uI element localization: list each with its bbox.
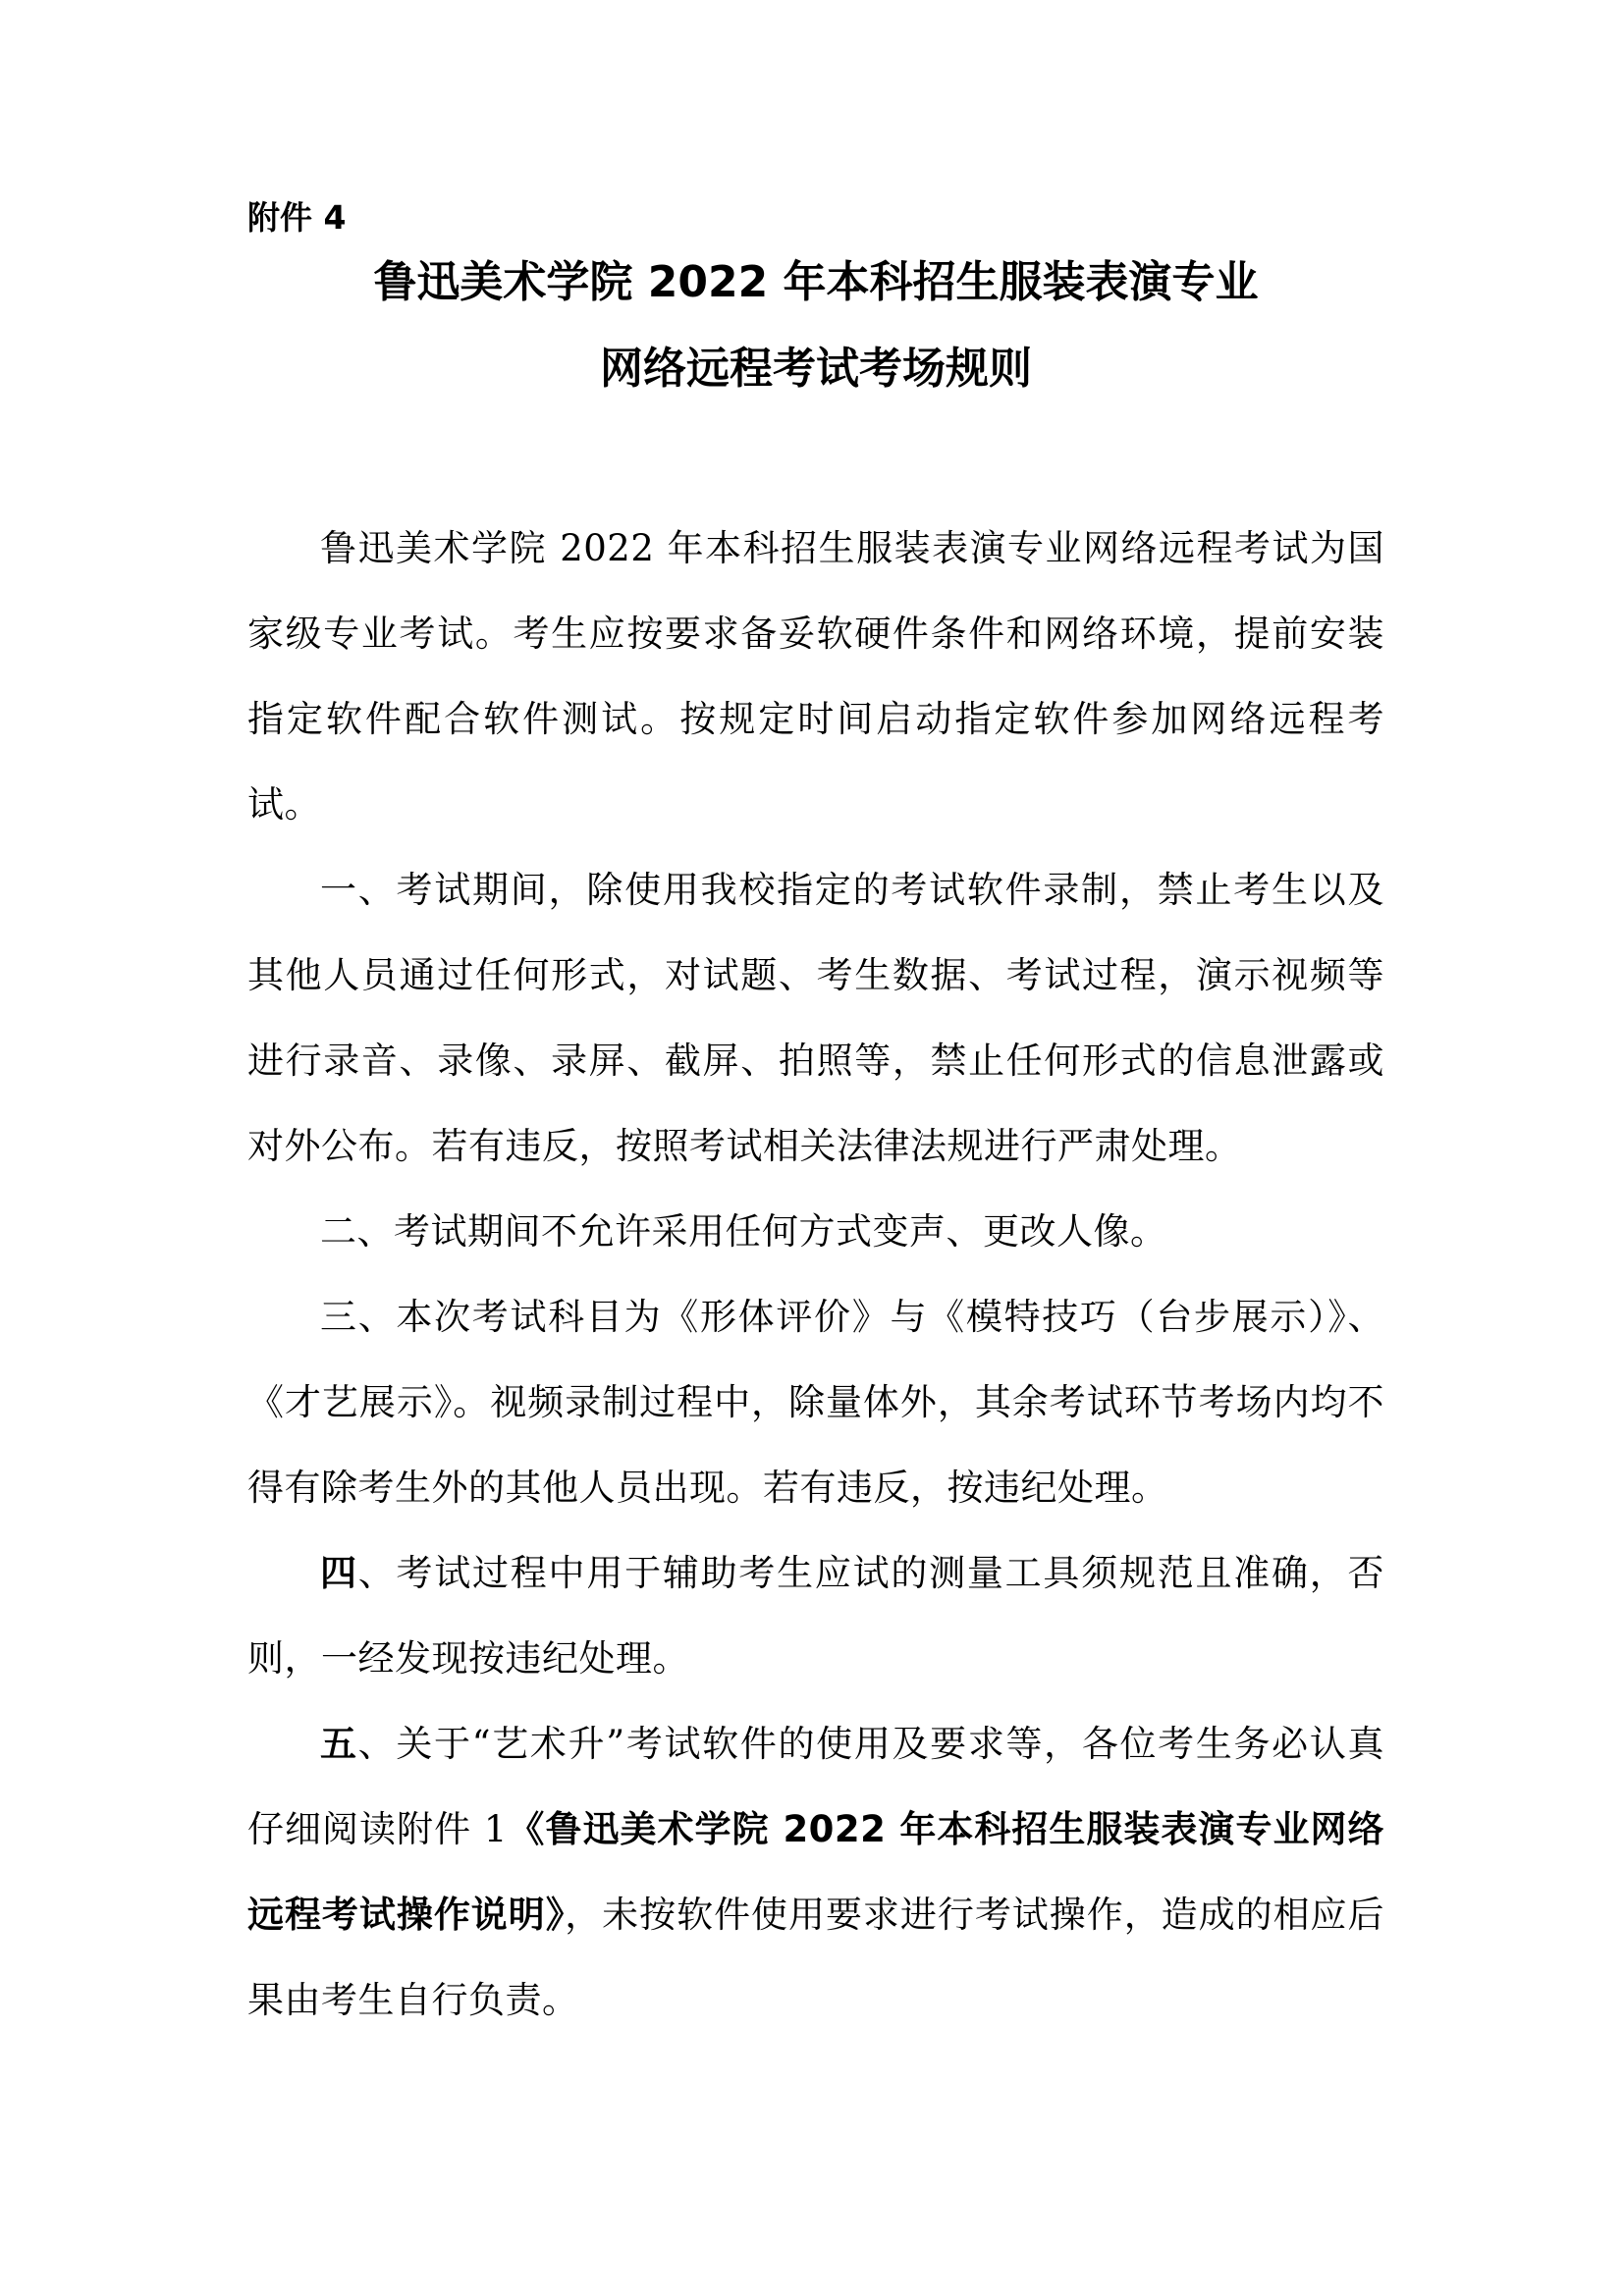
rule-1-paragraph: 一、考试期间，除使用我校指定的考试软件录制，禁止考生以及其他人员通过任何形式，对试题、考生数据、考试过程，演示视频等进行录音、录像、录屏、截屏、拍照等，禁止任何形式的信息泄露或对外公布。若有违反，按照考试相关法律法规进行严肃处理。 — [247, 869, 1384, 1167]
document-title-line-1: 鲁迅美术学院 2022 年本科招生服装表演专业 — [373, 257, 1259, 307]
attachment-label: 附件 4 — [247, 198, 347, 237]
document-body — [247, 506, 1384, 2043]
rule-5-bold-reference: 《鲁迅美术学院 2022 年本科招生服装表演专业网络远程考试操作说明》 — [247, 1808, 1384, 1936]
rule-4-text: 、考试过程中用于辅助考生应试的测量工具须规范且准确，否则，一经发现按违纪处理。 — [247, 1552, 1385, 1680]
rule-4-number: 四 — [320, 1552, 358, 1594]
rule-5-number: 五 — [320, 1723, 358, 1765]
rule-5-text-pre: 、关于“艺术升”考试软件的使用及要求等，各位考生务必认真仔细阅读附件 1 — [247, 1723, 1384, 1850]
rule-5-paragraph — [247, 1701, 1384, 2043]
intro-paragraph: 鲁迅美术学院 2022 年本科招生服装表演专业网络远程考试为国家级专业考试。考生应按要求备妥软硬件条件和网络环境，提前安装指定软件配合软件测试。按规定时间启动指定软件参加网络远程考试。 — [247, 527, 1384, 826]
rule-2-paragraph: 二、考试期间不允许采用任何方式变声、更改人像。 — [320, 1210, 1167, 1253]
rule-3-paragraph: 三、本次考试科目为《形体评价》与《模特技巧（台步展示）》、《才艺展示》。视频录制过程中，除量体外，其余考试环节考场内均不得有除考生外的其他人员出现。若有违反，按违纪处理。 — [247, 1296, 1384, 1509]
rule-5-text-post: ，未按软件使用要求进行考试操作，造成的相应后果由考生自行负责。 — [247, 1894, 1385, 2021]
rule-4-paragraph — [247, 1530, 1384, 1701]
document-title-line-2: 网络远程考试考场规则 — [600, 344, 1032, 394]
